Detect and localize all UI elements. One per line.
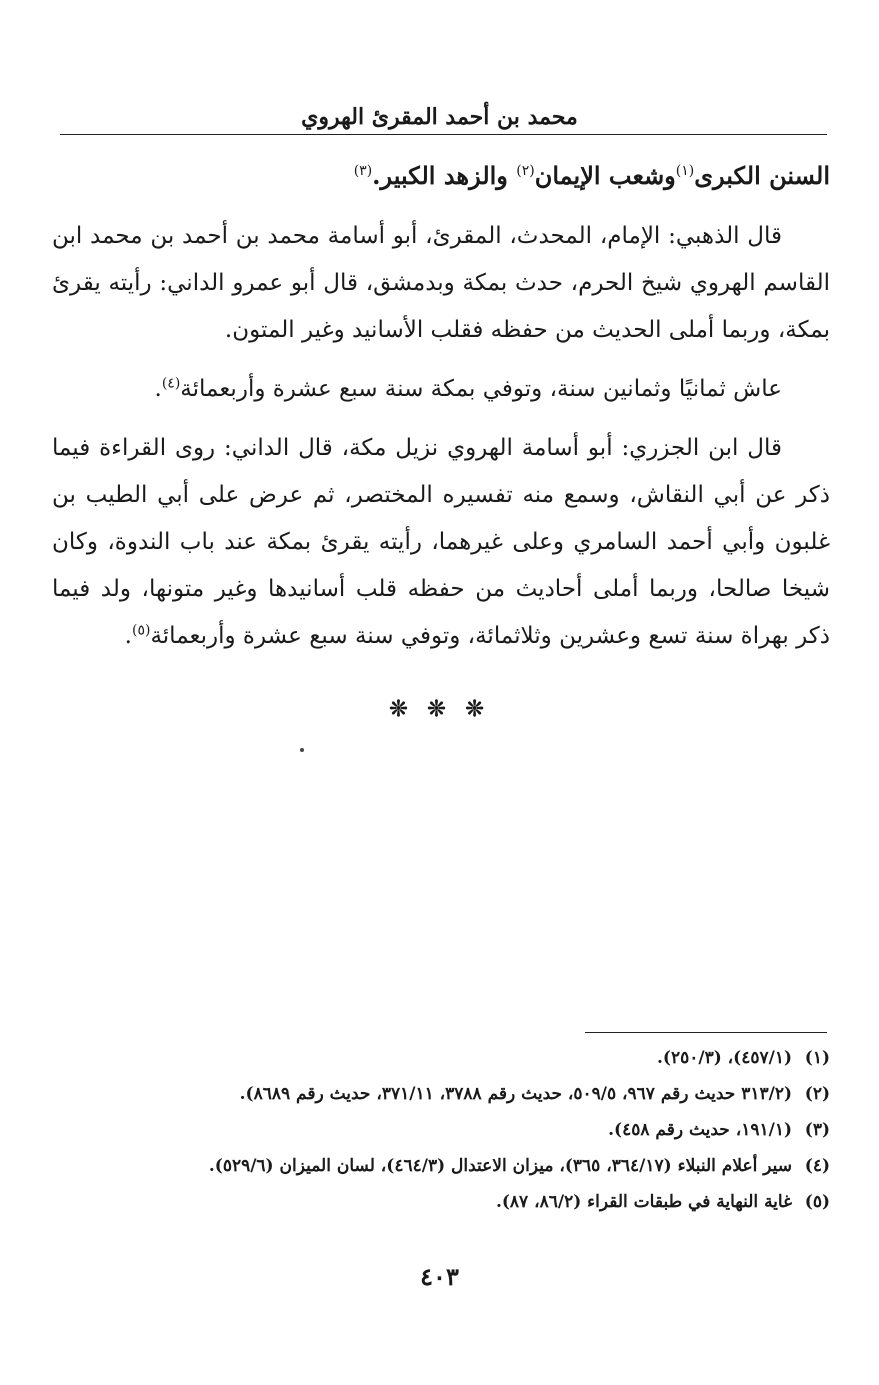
- footnote-item: [52, 1148, 830, 1184]
- footnote-ref-2[interactable]: (٢): [516, 163, 535, 179]
- footnote-ref-1[interactable]: (١): [675, 163, 695, 179]
- body-text: [52, 152, 830, 672]
- footnote-text: (١٩١/١، حديث رقم ٤٥٨).: [608, 1120, 792, 1140]
- footnote-number: (٢): [804, 1084, 830, 1104]
- footnote-number: (٤): [804, 1156, 830, 1176]
- paragraph-death-end: .: [154, 376, 162, 402]
- footnote-number: (١): [804, 1048, 830, 1068]
- footnotes: [52, 1040, 830, 1220]
- footnote-ref-3[interactable]: (٣): [353, 163, 373, 179]
- running-header: محمد بن أحمد المقرئ الهروي: [301, 104, 578, 130]
- footnote-number: (٣): [804, 1120, 830, 1140]
- header-rule: [60, 134, 827, 135]
- footnote-text: سير أعلام النبلاء (٣٦٤/١٧، ٣٦٥)، ميزان الاعتدال (٤٦٤/٣)، لسان الميزان (٥٢٩/٦).: [208, 1156, 792, 1176]
- footnote-text: (٤٥٧/١)، (٢٥٠/٣).: [657, 1048, 792, 1068]
- paragraph-jazari-end: .: [124, 623, 132, 649]
- paragraph-dhahabi: قال الذهبي: الإمام، المحدث، المقرئ، أبو أسامة محمد بن أحمد بن محمد ابن القاسم الهروي شيخ الحرم، حدث بمكة وبدمشق، قال أبو عمرو الداني: رأيته يقرئ بمكة، وربما أملى الحديث من حفظه فقلب الأسانيد وغير المتون.: [52, 223, 830, 343]
- paragraph-death: [52, 366, 830, 413]
- footnote-item: [52, 1076, 830, 1112]
- title-sunan: السنن الكبرى: [694, 161, 830, 190]
- footnote-item: [52, 1184, 830, 1220]
- footnote-rule: [585, 1032, 827, 1033]
- page-number: ٤٠٣: [420, 1262, 459, 1291]
- title-zuhd: والزهد الكبير.: [372, 161, 517, 190]
- footnote-item: [52, 1040, 830, 1076]
- book-titles-line: [52, 152, 830, 199]
- paragraph-death-text: عاش ثمانيًا وثمانين سنة، وتوفي بمكة سنة سبع عشرة وأربعمائة: [180, 376, 782, 402]
- footnote-ref-5[interactable]: (٥): [131, 622, 151, 639]
- footnote-text: (٣١٣/٢ حديث رقم ٩٦٧، ٥٠٩/٥، حديث رقم ٣٧٨٨، ٣٧١/١١، حديث رقم ٨٦٨٩).: [239, 1084, 792, 1104]
- footnote-number: (٥): [804, 1192, 830, 1212]
- footnote-text: غاية النهاية في طبقات القراء (٨٦/٢، ٨٧).: [495, 1192, 792, 1212]
- paragraph-jazari-text: قال ابن الجزري: أبو أسامة الهروي نزيل مكة، قال الداني: روى القراءة فيما ذكر عن أبي النقاش، وسمع منه تفسيره المختصر، ثم عرض على أبي الطيب بن غلبون وأبي أحمد السامري وعلى غيرهما، رأيته يقرئ بمكة عند باب الندوة، وكان شيخا صالحا، وربما أملى أحاديث من حفظه قلب أسانيدها وغير متونها، ولد فيما ذكر بهراة سنة تسع وعشرين وثلاثمائة، وتوفي سنة سبع عشرة وأربعمائة: [52, 435, 830, 649]
- footnote-ref-4[interactable]: (٤): [161, 375, 181, 392]
- section-separator: ❊ ❊ ❊: [389, 696, 490, 722]
- paragraph-jazari: [52, 425, 830, 660]
- title-shuab: وشعب الإيمان: [534, 161, 676, 190]
- footnote-item: [52, 1112, 830, 1148]
- stray-dot: [300, 748, 304, 752]
